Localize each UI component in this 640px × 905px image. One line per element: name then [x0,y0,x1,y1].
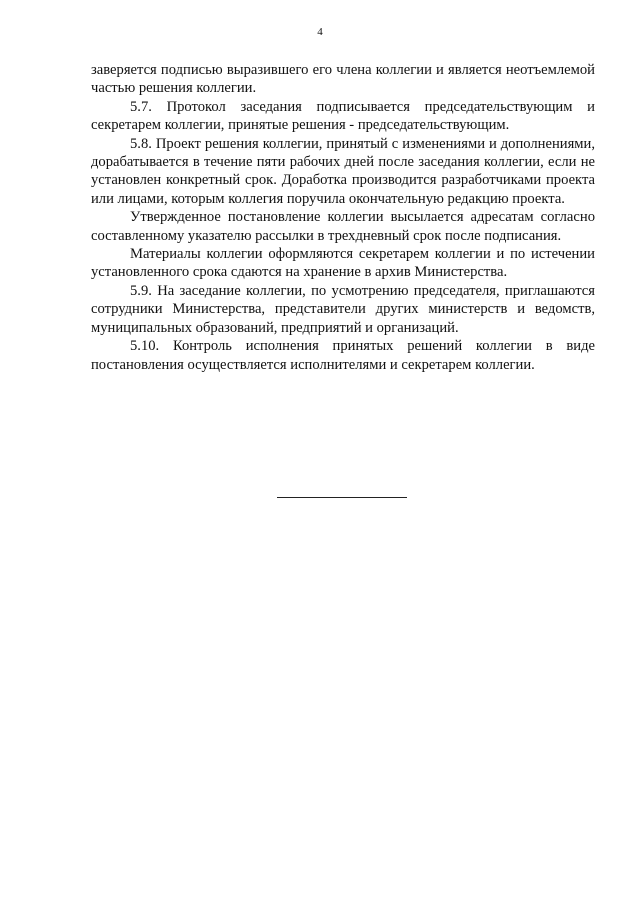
paragraph-5-10: 5.10. Контроль исполнения принятых решений коллегии в виде постановления осуществляется исполнителями и секретарем коллегии. [91,338,595,373]
paragraph-continuation: заверяется подписью выразившего его члена коллегии и является неотъемлемой частью решения коллегии. [91,62,595,97]
paragraph-5-8: 5.8. Проект решения коллегии, принятый с изменениями и дополнениями, дорабатывается в течение пяти рабочих дней после заседания коллегии, если не установлен конкретный срок. Доработка производится разработчиками проекта или лицами, которым коллегия поручила окончательную редакцию проекта. [91,135,595,207]
paragraph-materials: Материалы коллегии оформляются секретарем коллегии и по истечении установленного срока сдаются на хранение в архив Министерства. [91,246,595,281]
paragraph-5-7: 5.7. Протокол заседания подписывается председательствующим и секретарем коллегии, принятые решения - председательствующим. [91,98,595,134]
end-divider-line [277,497,407,498]
page-number: 4 [317,26,323,38]
paragraph-5-9: 5.9. На заседание коллегии, по усмотрению председателя, приглашаются сотрудники Министерства, представители других министерств и ведомств, муниципальных образований, предприятий и организаций. [91,282,595,336]
paragraph-approved-resolution: Утвержденное постановление коллегии высылается адресатам согласно составленному указателю рассылки в трехдневный срок после подписания. [91,209,595,244]
document-body [91,61,595,374]
